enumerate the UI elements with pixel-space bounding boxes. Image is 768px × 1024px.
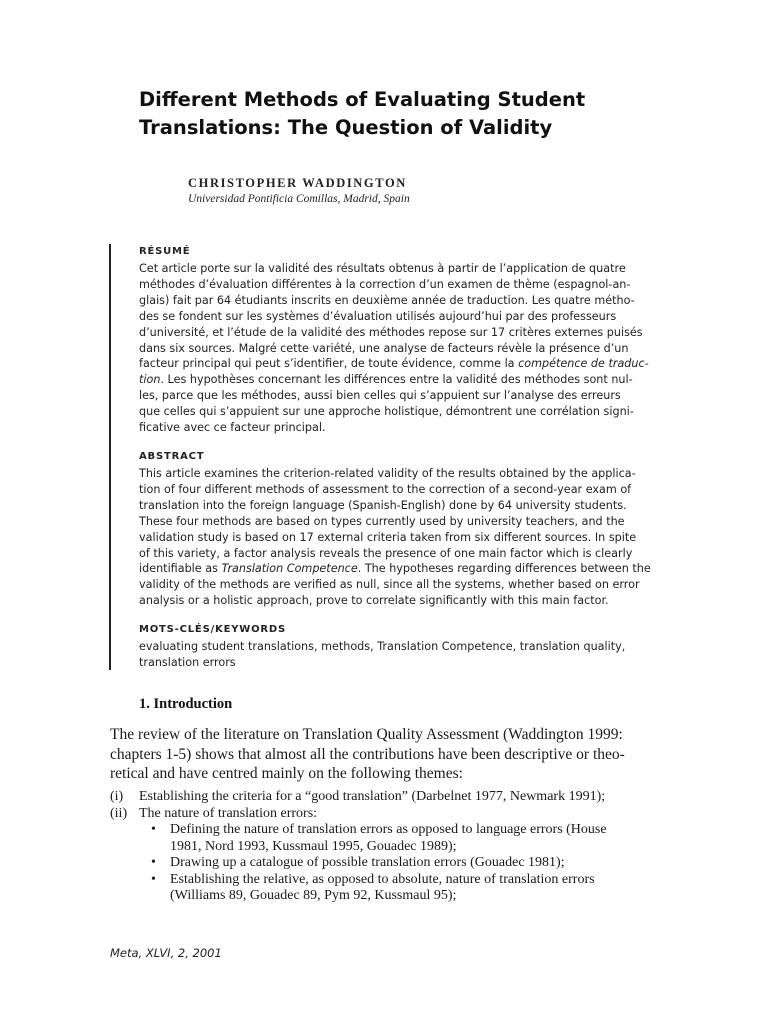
article-title xyxy=(139,86,699,142)
abstract-line: analysis or a holistic approach, prove to correlate significantly with this main factor. xyxy=(139,594,609,608)
bullet-item xyxy=(110,872,680,889)
abstract-line: validation study is based on 17 external criteria taken from six different sources. In spite xyxy=(139,530,637,544)
keywords-heading: MOTS-CLÉS/KEYWORDS xyxy=(139,624,286,635)
bullet-text: (Williams 89, Gouadec 89, Pym 92, Kussmaul 95); xyxy=(170,888,457,903)
body-line: The review of the literature on Translation Quality Assessment (Waddington 1999: xyxy=(110,726,623,743)
bullet-item xyxy=(110,822,680,839)
abstract-line: This article examines the criterion-related validity of the results obtained by the applica- xyxy=(139,467,636,480)
bullet-icon: • xyxy=(151,871,156,887)
keywords-line: translation errors xyxy=(139,655,236,669)
resume-heading: RÉSUMÉ xyxy=(139,246,191,257)
abstract-text: identifiable as xyxy=(139,562,222,576)
resume-emphasis: compétence de traduc- xyxy=(518,357,649,371)
author-affiliation: Universidad Pontificia Comillas, Madrid, Spain xyxy=(188,193,410,205)
title-line: Translations: The Question of Validity xyxy=(139,116,553,139)
resume-line: des se fondent sur les systèmes d’évaluation utilisés aujourd’hui par des professeurs xyxy=(139,309,617,323)
resume-section xyxy=(139,246,679,436)
resume-emphasis: tion xyxy=(139,373,161,387)
bullet-text: Drawing up a catalogue of possible translation errors (Gouadec 1981); xyxy=(170,855,565,870)
bullet-icon: • xyxy=(151,855,156,870)
keywords-line: evaluating student translations, methods, Translation Competence, translation quality, xyxy=(139,640,626,653)
bullet-continuation xyxy=(110,888,680,905)
resume-line: d’université, et l’étude de la validité des méthodes repose sur 17 critères externes puisés xyxy=(139,325,643,339)
abstract-text: . The hypotheses regarding differences between the xyxy=(357,562,651,576)
abstract-line: tion of four different methods of assessment to the correction of a second-year exam of xyxy=(139,482,632,496)
bullet-item xyxy=(110,855,680,872)
resume-line: ficative avec ce facteur principal. xyxy=(139,421,326,435)
theme-list xyxy=(110,789,680,905)
title-line: Different Methods of Evaluating Student xyxy=(139,88,586,111)
bullet-text: Defining the nature of translation errors as opposed to language errors (House xyxy=(170,822,607,837)
abstract-line xyxy=(139,561,679,577)
intro-paragraph xyxy=(110,725,680,784)
resume-text: . Les hypothèses concernant les différences entre la validité des méthodes sont nul- xyxy=(160,373,633,387)
resume-text: facteur principal qui peut s’identifier, de toute évidence, comme la xyxy=(139,357,519,371)
abstract-margin-rule xyxy=(109,244,111,670)
abstract-line: translation into the foreign language (Spanish-English) done by 64 university students. xyxy=(139,498,627,512)
abstract-heading: ABSTRACT xyxy=(139,451,205,462)
bullet-text: 1981, Nord 1993, Kussmaul 1995, Gouadec 1989); xyxy=(170,838,457,854)
abstract-line: validity of the methods are verified as null, since all the systems, whether based on error xyxy=(139,578,640,592)
abstract-line: of this variety, a factor analysis reveals the presence of one main factor which is clearly xyxy=(139,546,633,560)
body-line: retical and have centred mainly on the following themes: xyxy=(110,765,463,782)
body-line: chapters 1-5) shows that almost all the contributions have been descriptive or theo- xyxy=(110,745,625,763)
abstract-line: These four methods are based on types currently used by university teachers, and the xyxy=(139,514,625,528)
resume-line: les, parce que les méthodes, aussi bien celles qui s’appuient sur l’analyse des erreurs xyxy=(139,389,621,403)
bullet-icon: • xyxy=(151,822,156,837)
resume-line: dans six sources. Malgré cette variété, une analyse de facteurs révèle la présence d’un xyxy=(139,341,629,355)
resume-line: méthodes d’évaluation différentes à la correction d’un examen de thème (espagnol-an- xyxy=(139,277,631,291)
list-item xyxy=(110,806,680,823)
list-number: (i) xyxy=(110,789,124,804)
list-text: The nature of translation errors: xyxy=(139,805,318,821)
bullet-continuation xyxy=(110,839,680,856)
resume-line: Cet article porte sur la validité des résultats obtenus à partir de l’application de quatre xyxy=(139,262,626,275)
bullet-text: Establishing the relative, as opposed to absolute, nature of translation errors xyxy=(170,871,595,887)
journal-citation-footer: Meta, XLVI, 2, 2001 xyxy=(110,946,222,960)
resume-line: que celles qui s’appuient sur une approche holistique, démontrent une corrélation signi- xyxy=(139,405,634,419)
list-number: (ii) xyxy=(110,805,128,821)
list-text: Establishing the criteria for a “good translation” (Darbelnet 1977, Newmark 1991); xyxy=(139,789,606,804)
author-name: CHRISTOPHER WADDINGTON xyxy=(188,176,407,190)
resume-line xyxy=(139,356,679,372)
abstract-section xyxy=(139,451,679,609)
keywords-section xyxy=(139,624,679,671)
resume-line: glais) fait par 64 étudiants inscrits en deuxième année de traduction. Les quatre métho- xyxy=(139,293,635,307)
section-heading: 1. Introduction xyxy=(139,696,233,712)
list-item xyxy=(110,789,680,806)
abstract-emphasis: Translation Competence xyxy=(221,562,358,576)
resume-line xyxy=(139,372,679,388)
